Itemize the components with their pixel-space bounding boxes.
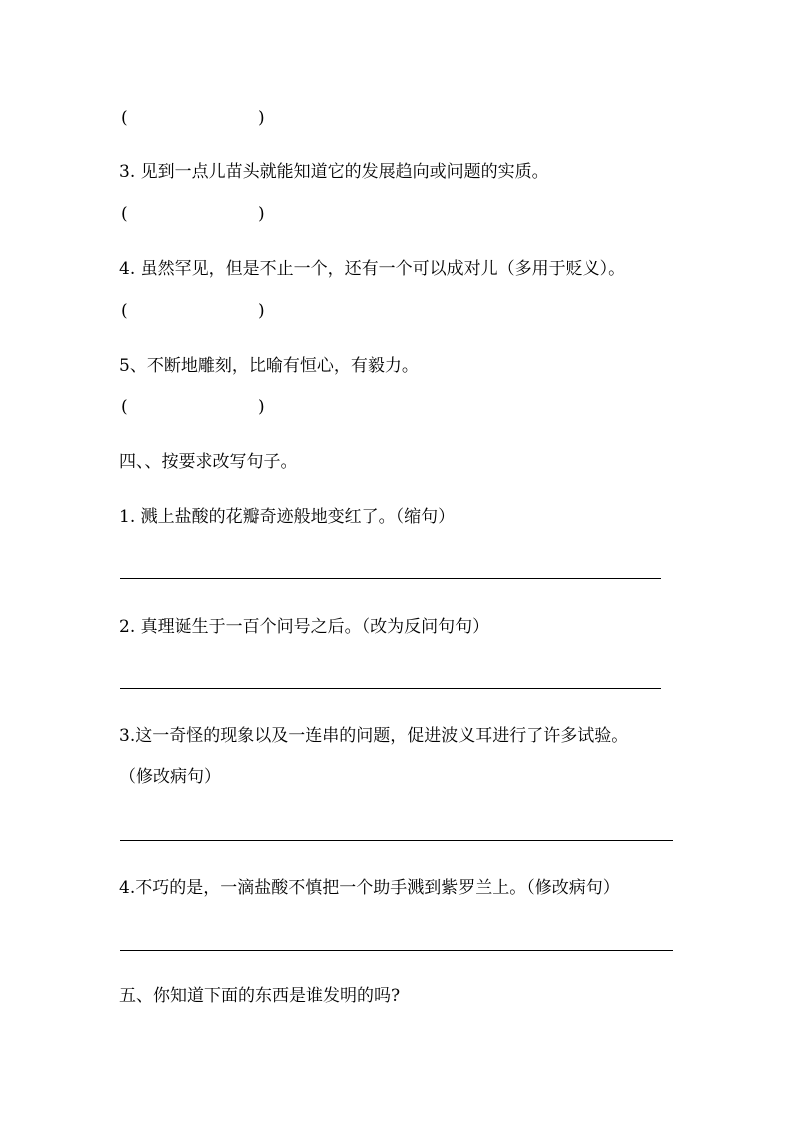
answer-line-1[interactable] xyxy=(120,578,661,579)
rewrite-1-text: 1. 溅上盐酸的花瓣奇迹般地变红了。（缩句） xyxy=(119,507,456,527)
answer-blank-close: ) xyxy=(258,301,265,321)
question-5-text: 5、不断地雕刻，比喻有恒心，有毅力。 xyxy=(119,356,419,376)
question-4-text: 4. 虽然罕见，但是不止一个，还有一个可以成对儿（多用于贬义）。 xyxy=(119,259,626,279)
section-5-heading: 五、你知道下面的东西是谁发明的吗? xyxy=(119,986,401,1006)
answer-blank-open: ( xyxy=(121,397,128,417)
rewrite-3-text: 3.这一奇怪的现象以及一连串的问题，促进波义耳进行了许多试验。 xyxy=(119,726,629,746)
answer-blank-open: ( xyxy=(121,301,128,321)
answer-line-2[interactable] xyxy=(120,688,661,689)
answer-blank-close: ) xyxy=(258,204,265,224)
answer-blank-close: ) xyxy=(258,397,265,417)
answer-blank-close: ) xyxy=(258,108,265,128)
question-3-text: 3. 见到一点儿苗头就能知道它的发展趋向或问题的实质。 xyxy=(119,162,549,182)
rewrite-3-text-cont: （修改病句） xyxy=(119,767,221,787)
answer-blank-open: ( xyxy=(121,108,128,128)
rewrite-4-text: 4.不巧的是，一滴盐酸不慎把一个助手溅到紫罗兰上。（修改病句） xyxy=(119,878,620,898)
answer-blank-open: ( xyxy=(121,204,128,224)
answer-line-4[interactable] xyxy=(120,950,673,951)
rewrite-2-text: 2. 真理诞生于一百个问号之后。（改为反问句句） xyxy=(119,617,490,637)
section-4-heading: 四、、按要求改写句子。 xyxy=(119,452,298,472)
answer-line-3[interactable] xyxy=(120,840,673,841)
